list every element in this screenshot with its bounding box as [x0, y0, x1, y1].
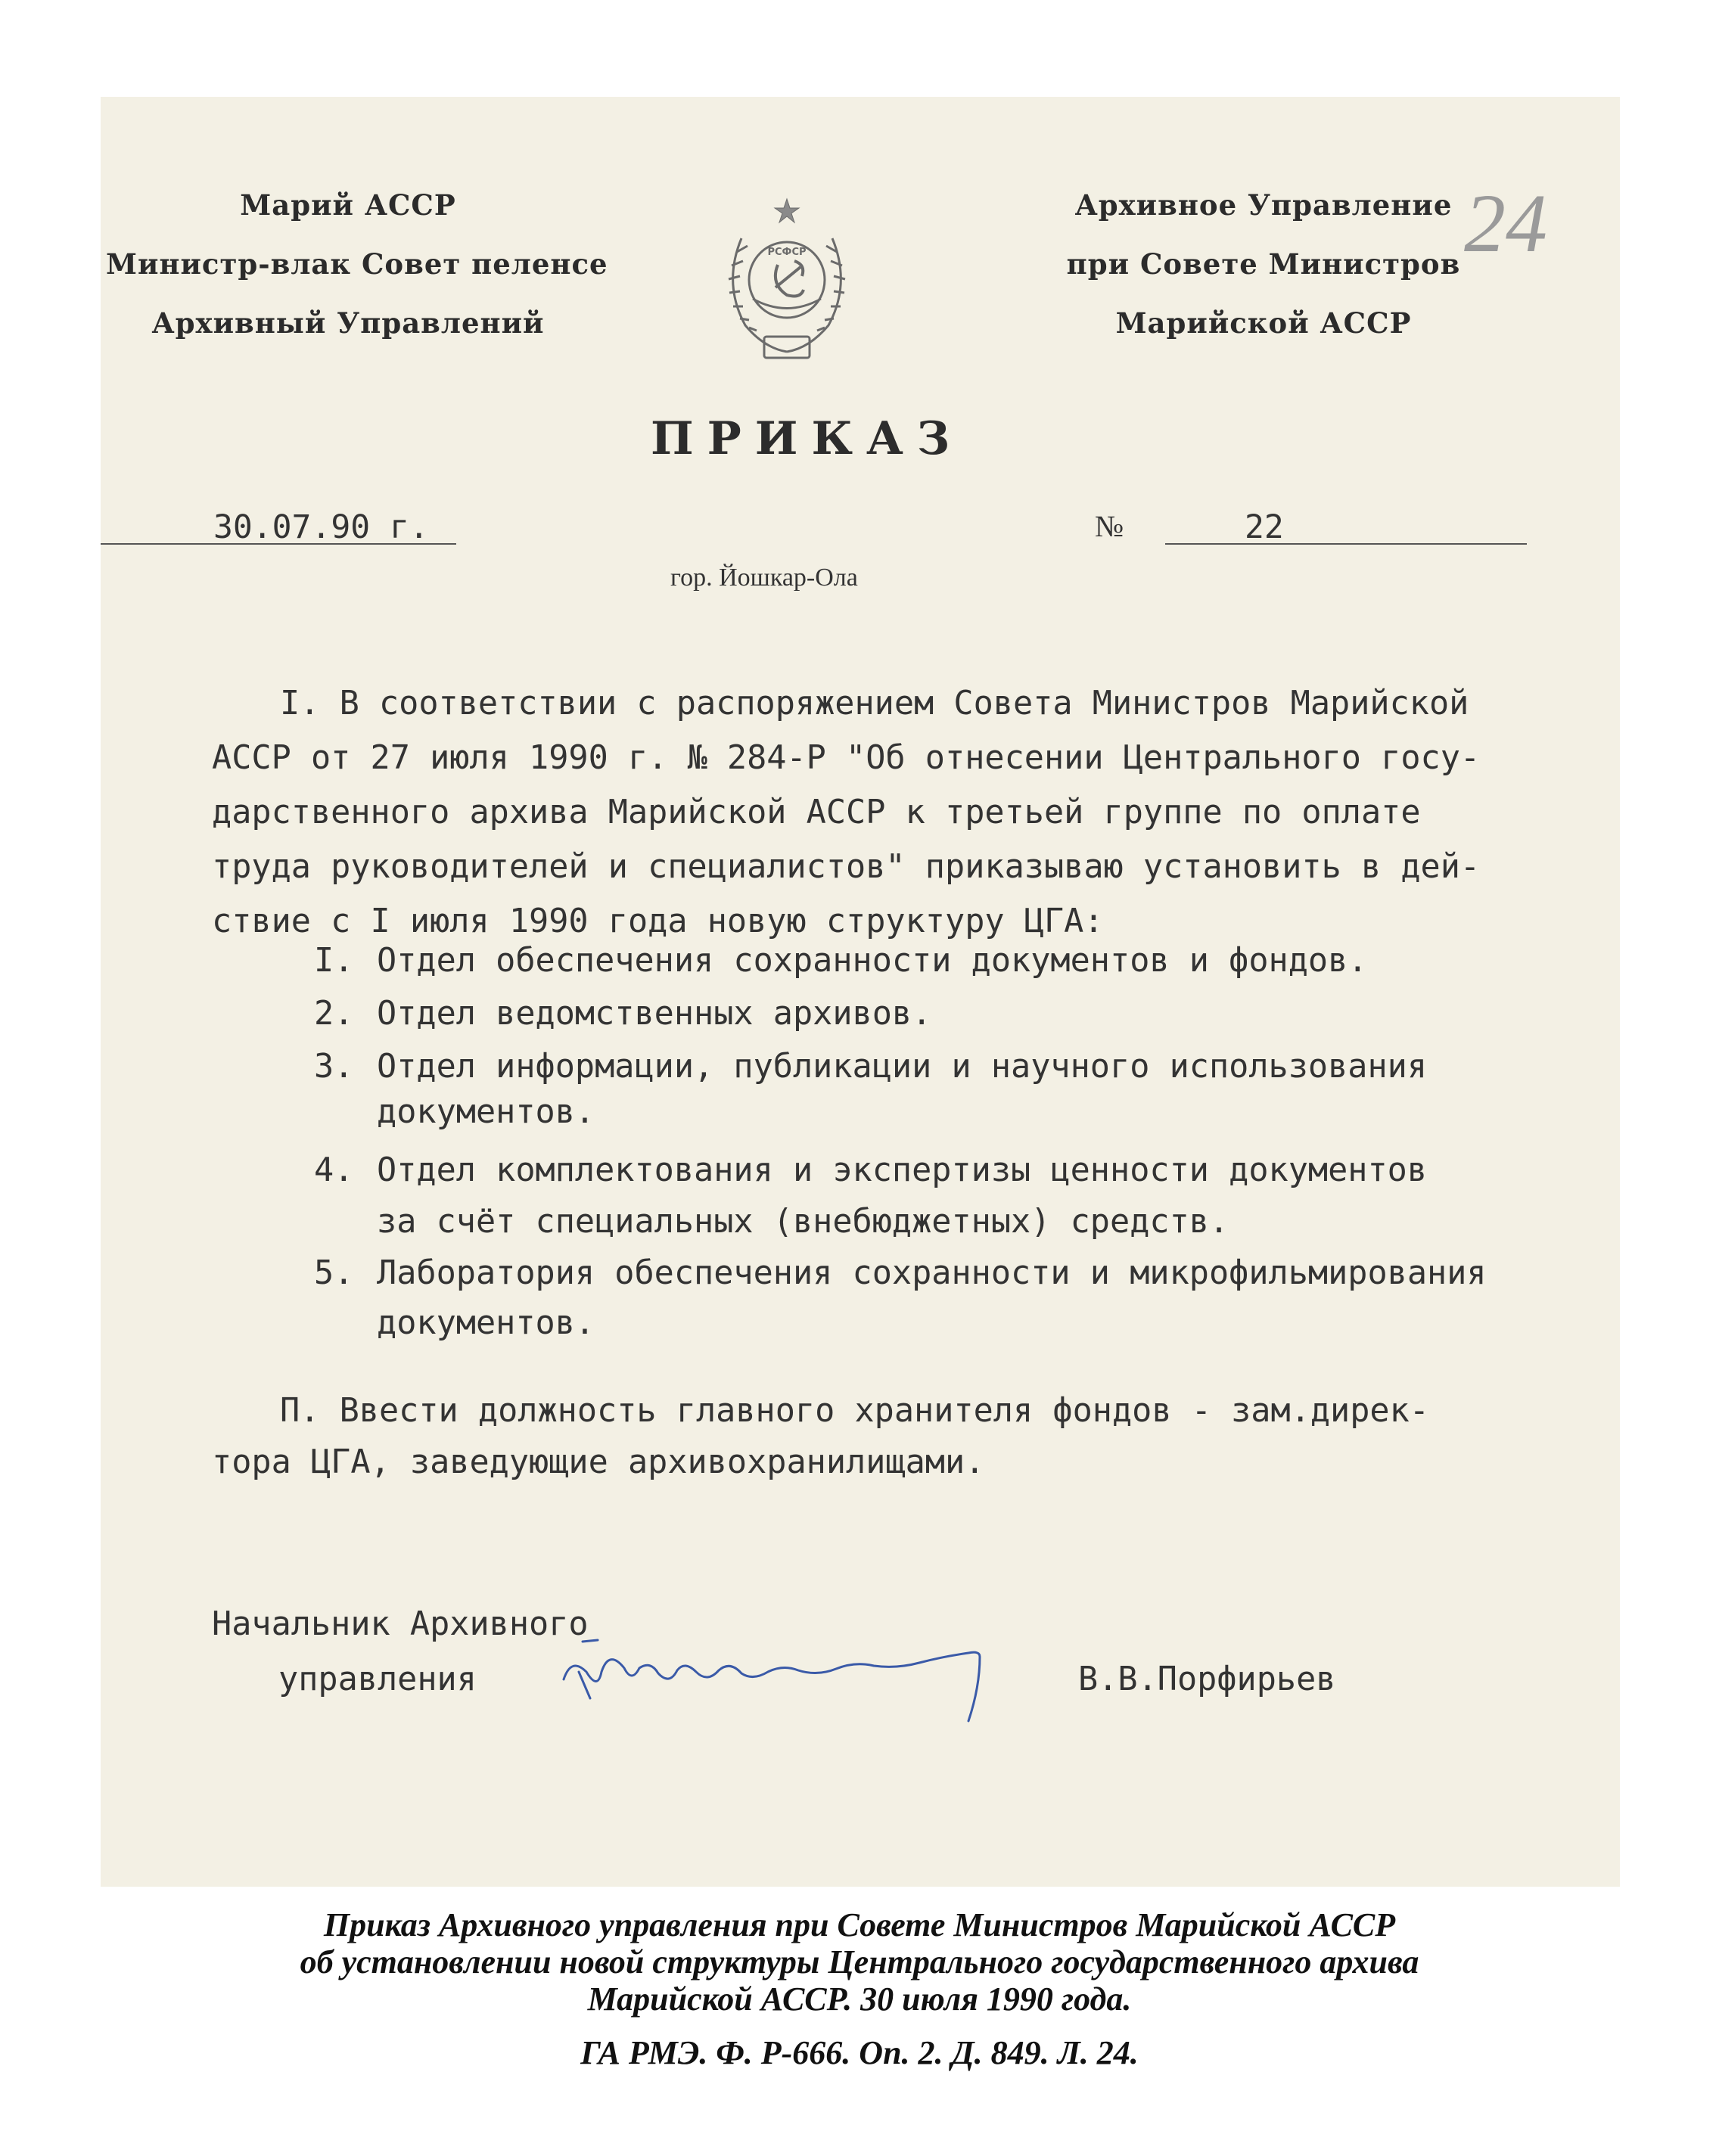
order-date: 30.07.90 г.: [213, 508, 429, 546]
number-underline: [1165, 543, 1527, 545]
header-left-line: Марий АССР: [240, 188, 456, 222]
date-underline: [101, 543, 456, 545]
header-left: [106, 176, 608, 353]
order-number: 22: [1245, 508, 1284, 546]
list-item: Лаборатория обеспечения сохранности и микрофильмирования: [377, 1254, 1487, 1292]
header-right-line: Архивное Управление: [1074, 188, 1453, 222]
list-item: Отдел комплектования и экспертизы ценности документов: [377, 1151, 1428, 1189]
paragraph-line: П. Ввести должность главного хранителя фондов - зам.дирек-: [280, 1392, 1429, 1430]
paragraph-line: тора ЦГА, заведующие архивохранилищами.: [212, 1443, 985, 1481]
number-label: №: [1095, 509, 1124, 543]
list-item-number: 5.: [314, 1254, 354, 1292]
list-item-number: 3.: [314, 1048, 354, 1086]
list-item-number: 4.: [314, 1151, 354, 1189]
header-right-line: при Совете Министров: [1066, 247, 1461, 281]
list-item: Отдел обеспечения сохранности документов и фондов.: [377, 942, 1368, 980]
handwritten-signature-icon: [556, 1626, 995, 1725]
signatory-title: Начальник Архивного: [212, 1605, 589, 1643]
list-item-continuation: документов.: [377, 1093, 595, 1131]
paragraph-line: ствие с I июля 1990 года новую структуру ЦГА:: [212, 902, 1104, 940]
archive-source-reference: ГА РМЭ. Ф. Р-666. Оп. 2. Д. 849. Л. 24.: [580, 2034, 1139, 2071]
list-item-number: I.: [314, 942, 354, 980]
header-left-line: Архивный Управлений: [151, 306, 545, 340]
caption-line: Приказ Архивного управления при Совете Министров Марийской АССР: [323, 1906, 1396, 1943]
paragraph-line: труда руководителей и специалистов" приказываю установить в дей-: [212, 848, 1481, 886]
list-item: Отдел ведомственных архивов.: [377, 995, 932, 1033]
caption-line: Марийской АССР. 30 июля 1990 года.: [587, 1980, 1132, 2018]
list-item-continuation: за счёт специальных (внебюджетных) средств.: [377, 1203, 1229, 1241]
document-title: ПРИКАЗ: [651, 412, 964, 465]
paragraph-line: дарственного архива Марийской АССР к третьей группе по оплате: [212, 794, 1421, 831]
list-item-continuation: документов.: [377, 1304, 595, 1342]
signatory-name: В.В.Порфирьев: [1078, 1660, 1336, 1698]
signatory-title: управления: [278, 1660, 477, 1698]
emblem-legend: РСФСР: [767, 247, 807, 258]
paragraph-line: АССР от 27 июля 1990 г. № 284-Р "Об отнесении Центрального госу-: [212, 739, 1481, 777]
header-right: [1021, 176, 1506, 353]
paragraph-line: I. В соответствии с распоряжением Совета Министров Марийской: [280, 685, 1469, 722]
archive-sheet-number: 24: [1464, 177, 1547, 269]
city: гор. Йошкар-Ола: [670, 564, 858, 592]
header-left-line: Министр-влак Совет пеленсе: [106, 247, 608, 281]
rsfsr-state-emblem-icon: [711, 193, 863, 374]
header-right-line: Марийской АССР: [1115, 306, 1412, 340]
caption-line: об установлении новой структуры Центрального государственного архива: [300, 1943, 1419, 1980]
caption: [0, 1906, 1719, 2018]
list-item: Отдел информации, публикации и научного использования: [377, 1048, 1428, 1086]
list-item-number: 2.: [314, 995, 354, 1033]
